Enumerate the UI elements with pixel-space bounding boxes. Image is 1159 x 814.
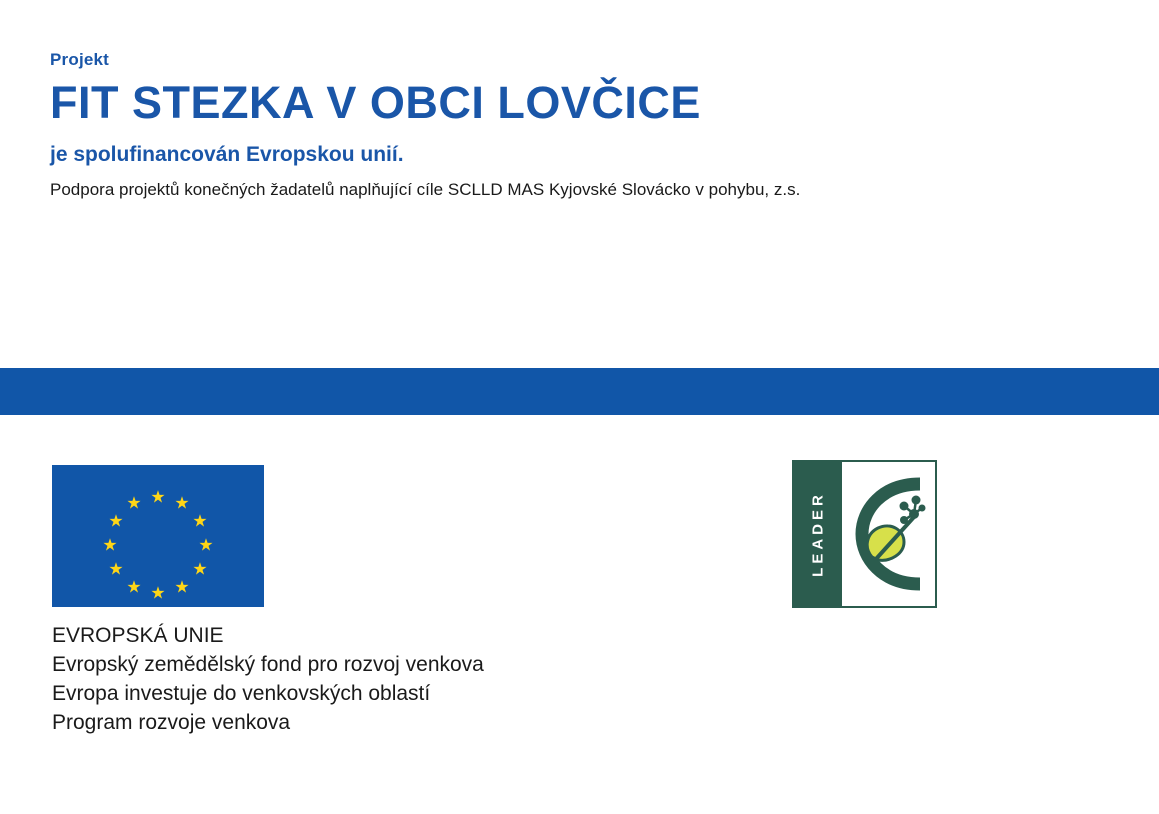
support-note: Podpora projektů konečných žadatelů naplňující cíle SCLLD MAS Kyjovské Slovácko v pohybu, z.s. [50, 180, 801, 200]
header-block [50, 50, 1110, 201]
european-union-flag-icon [52, 465, 264, 607]
caption-line: Evropský zemědělský fond pro rozvoj venkova [52, 652, 484, 676]
leader-logo-artwork [842, 462, 935, 606]
leader-logo-label: LEADER [809, 491, 827, 577]
project-kicker: Projekt [50, 50, 110, 69]
caption-line: Evropa investuje do venkovských oblastí [52, 681, 431, 705]
blue-divider-band [0, 368, 1159, 415]
leader-logo-sidebar [794, 462, 842, 606]
leader-logo-icon [792, 460, 937, 608]
caption-line: EVROPSKÁ UNIE [52, 624, 224, 647]
eu-stars-circle: ★ ★ ★ ★ ★ ★ ★ ★ ★ ★ ★ ★ [102, 487, 214, 604]
funding-subtitle: je spolufinancován Evropskou unií. [50, 142, 404, 166]
page-title: FIT STEZKA V OBCI LOVČICE [50, 77, 701, 129]
caption-line: Program rozvoje venkova [52, 710, 291, 734]
eu-funding-caption [52, 622, 852, 738]
logos-row [0, 460, 1159, 620]
